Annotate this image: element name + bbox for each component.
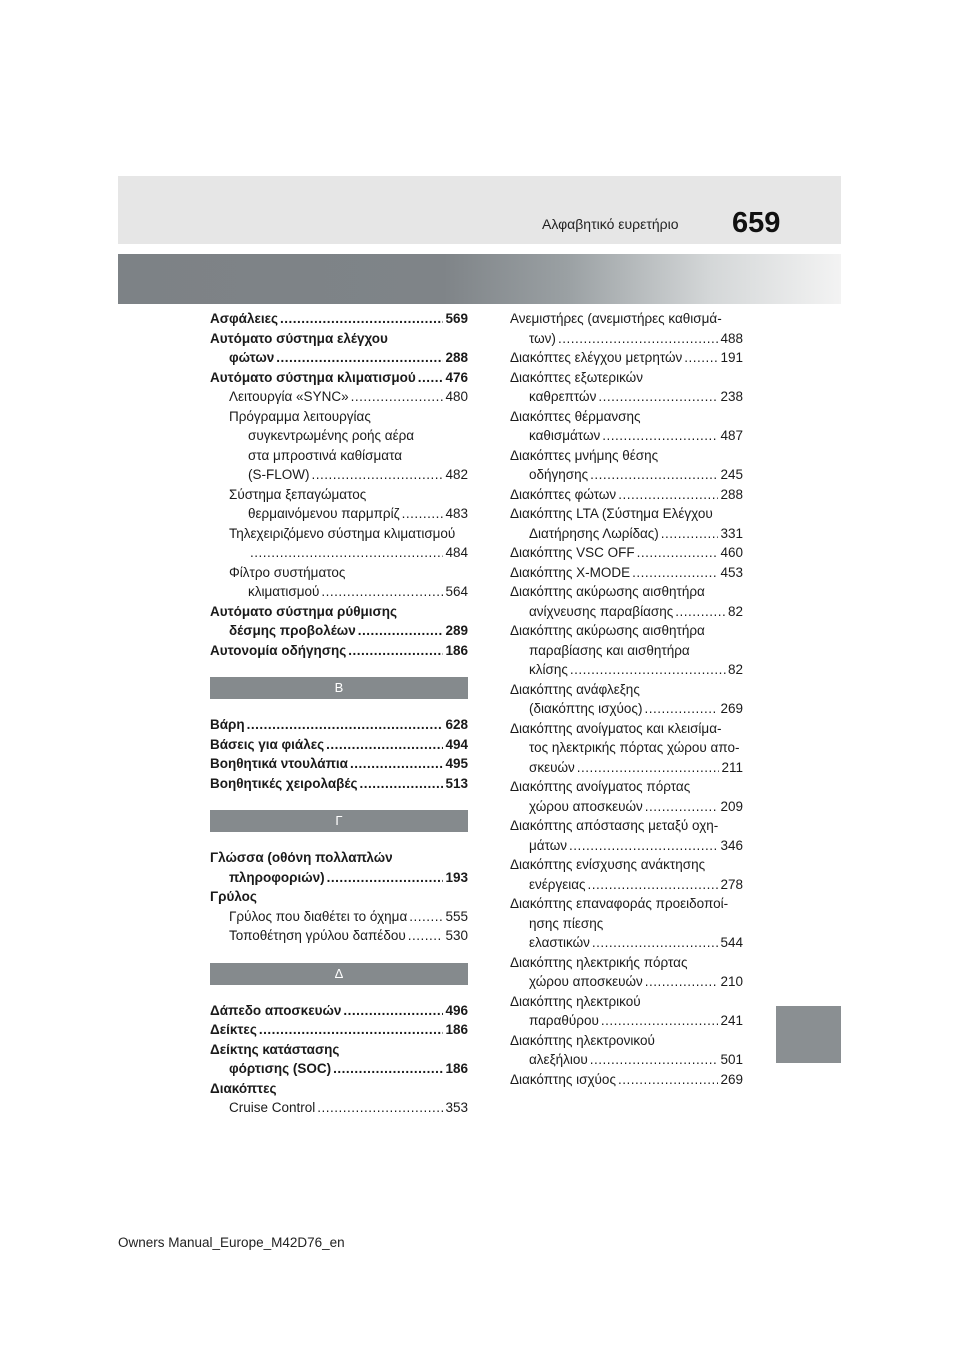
- index-entry-line: Διακόπτης ανάφλεξης: [510, 681, 640, 697]
- index-entry: χώρου αποσκευών ..... 209: [510, 797, 743, 817]
- index-entry: Ασφάλειες ..... 569: [210, 309, 468, 329]
- index-entry: ελαστικών ..... 544: [510, 933, 743, 953]
- index-subentry: ..... 484: [210, 543, 468, 563]
- index-entry-line: Δείκτης κατάστασης: [210, 1041, 340, 1057]
- index-entry: Βοηθητικά ντουλάπια ..... 495: [210, 754, 468, 774]
- index-entry-line: Διακόπτης ηλεκτρικής πόρτας: [510, 954, 688, 970]
- index-entry: φόρτισης (SOC) ..... 186: [210, 1059, 468, 1079]
- index-entry-line: Αυτόματο σύστημα ρύθμισης: [210, 603, 398, 619]
- index-entry: καθρεπτών ..... 238: [510, 387, 743, 407]
- index-subentry: Γρύλος που διαθέτει το όχημα ..... 555: [210, 907, 468, 927]
- index-entry: Βοηθητικές χειρολαβές ..... 513: [210, 774, 468, 794]
- index-entry: ανίχνευσης παραβίασης ..... 82: [510, 602, 743, 622]
- index-entry-line: ησης πίεσης: [529, 915, 604, 931]
- index-subentry-line: Πρόγραμμα λειτουργίας: [229, 408, 371, 424]
- index-entry: Διακόπτης X-MODE ..... 453: [510, 563, 743, 583]
- section-title: Αλφαβητικό ευρετήριο: [542, 216, 679, 232]
- index-entry-line: Διακόπτες θέρμανσης: [510, 408, 641, 424]
- index-subentry: Λειτουργία «SYNC» ..... 480: [210, 387, 468, 407]
- index-subentry: Cruise Control ..... 353: [210, 1098, 468, 1118]
- index-entry-line: Διακόπτης ηλεκτρονικού: [510, 1032, 655, 1048]
- index-entry: χώρου αποσκευών ..... 210: [510, 972, 743, 992]
- index-entry: Διακόπτες φώτων ..... 288: [510, 485, 743, 505]
- index-entry: καθισμάτων ..... 487: [510, 426, 743, 446]
- index-entry: Διακόπτης ισχύος ..... 269: [510, 1070, 743, 1090]
- index-entry: φώτων ..... 288: [210, 348, 468, 368]
- letter-divider-d: Δ: [210, 963, 468, 985]
- index-entry: Διακόπτες ελέγχου μετρητών ..... 191: [510, 348, 743, 368]
- index-entry: Δείκτες ..... 186: [210, 1020, 468, 1040]
- index-subentry: θερμαινόμενου παρμπρίζ ..... 483: [210, 504, 468, 524]
- index-entry-line: Διακόπτες μνήμης θέσης: [510, 447, 659, 463]
- index-entry-line: Αυτόματο σύστημα ελέγχου: [210, 330, 388, 346]
- index-subentry: (S-FLOW) ..... 482: [210, 465, 468, 485]
- index-subentry-line: Τηλεχειριζόμενο σύστημα κλιματισμού: [229, 525, 456, 541]
- index-entry-line: Γλώσσα (οθόνη πολλαπλών: [210, 850, 393, 865]
- index-entry-line: Διακόπτης ενίσχυσης ανάκτησης: [510, 857, 706, 872]
- index-entry-line: Διακόπτης ανοίγματος πόρτας: [510, 779, 691, 794]
- index-entry: οδήγησης ..... 245: [510, 465, 743, 485]
- index-subentry-line: συγκεντρωμένης ροής αέρα: [248, 428, 415, 443]
- index-entry: αλεξήλιου ..... 501: [510, 1050, 743, 1070]
- index-entry: Αυτόματο σύστημα κλιματισμού ..... 476: [210, 368, 468, 388]
- page-number: 659: [732, 207, 781, 239]
- index-entry-line: παραβίασης και αισθητήρα: [529, 642, 690, 658]
- index-entry: Αυτονομία οδήγησης ..... 186: [210, 641, 468, 661]
- index-entry: πληροφοριών) ..... 193: [210, 868, 468, 888]
- index-entry: Βάρη ..... 628: [210, 715, 468, 735]
- index-subentry-line: Φίλτρο συστήματος: [229, 564, 346, 580]
- index-entry-line: Διακόπτης ακύρωσης αισθητήρα: [510, 623, 705, 638]
- decorative-gradient-bar: [118, 254, 841, 304]
- index-entry: παραθύρου ..... 241: [510, 1011, 743, 1031]
- index-entry: ενέργειας ..... 278: [510, 875, 743, 895]
- index-subentry: Τοποθέτηση γρύλου δαπέδου ..... 530: [210, 926, 468, 946]
- letter-divider-g: Γ: [210, 810, 468, 832]
- index-entry: δέσμης προβολέων ..... 289: [210, 621, 468, 641]
- index-column-right: [510, 309, 743, 1089]
- index-entry: Βάσεις για φιάλες ..... 494: [210, 735, 468, 755]
- index-entry: Διατήρησης Λωρίδας) ..... 331: [510, 524, 743, 544]
- index-entry: Δάπεδο αποσκευών ..... 496: [210, 1001, 468, 1021]
- index-entry-line: Διακόπτης ανοίγματος και κλεισίμα-: [510, 720, 722, 736]
- index-column-left: [210, 309, 468, 1118]
- index-entry-line: Διακόπτης LTA (Σύστημα Ελέγχου: [510, 506, 713, 521]
- index-entry-line: Διακόπτες εξωτερικών: [510, 369, 643, 385]
- index-entry: (διακόπτης ισχύος) ..... 269: [510, 699, 743, 719]
- index-entry: σκευών ..... 211: [510, 758, 743, 778]
- index-subentry-line: Σύστημα ξεπαγώματος: [229, 486, 367, 502]
- index-entry-line: Διακόπτης ηλεκτρικού: [510, 993, 641, 1009]
- index-entry-line: Διακόπτης απόστασης μεταξύ οχη-: [510, 818, 719, 833]
- index-entry: Διακόπτης VSC OFF ..... 460: [510, 543, 743, 563]
- side-thumb-tab: [776, 1006, 841, 1063]
- index-heading: Διακόπτες: [210, 1080, 277, 1096]
- index-heading: Γρύλος: [210, 889, 257, 904]
- index-subentry: κλιματισμού ..... 564: [210, 582, 468, 602]
- index-entry-line: τος ηλεκτρικής πόρτας χώρου απο-: [529, 740, 740, 755]
- footer-document-id: Owners Manual_Europe_M42D76_en: [118, 1235, 345, 1250]
- index-entry: των) ..... 488: [510, 329, 743, 349]
- index-subentry-line: στα μπροστινά καθίσματα: [248, 447, 403, 463]
- letter-divider-b: Β: [210, 677, 468, 699]
- index-entry-line: Διακόπτης επαναφοράς προειδοποί-: [510, 896, 729, 911]
- index-entry-line: Ανεμιστήρες (ανεμιστήρες καθισμά-: [510, 311, 722, 326]
- index-entry: κλίσης ..... 82: [510, 660, 743, 680]
- index-entry: μάτων ..... 346: [510, 836, 743, 856]
- index-entry-line: Διακόπτης ακύρωσης αισθητήρα: [510, 584, 705, 599]
